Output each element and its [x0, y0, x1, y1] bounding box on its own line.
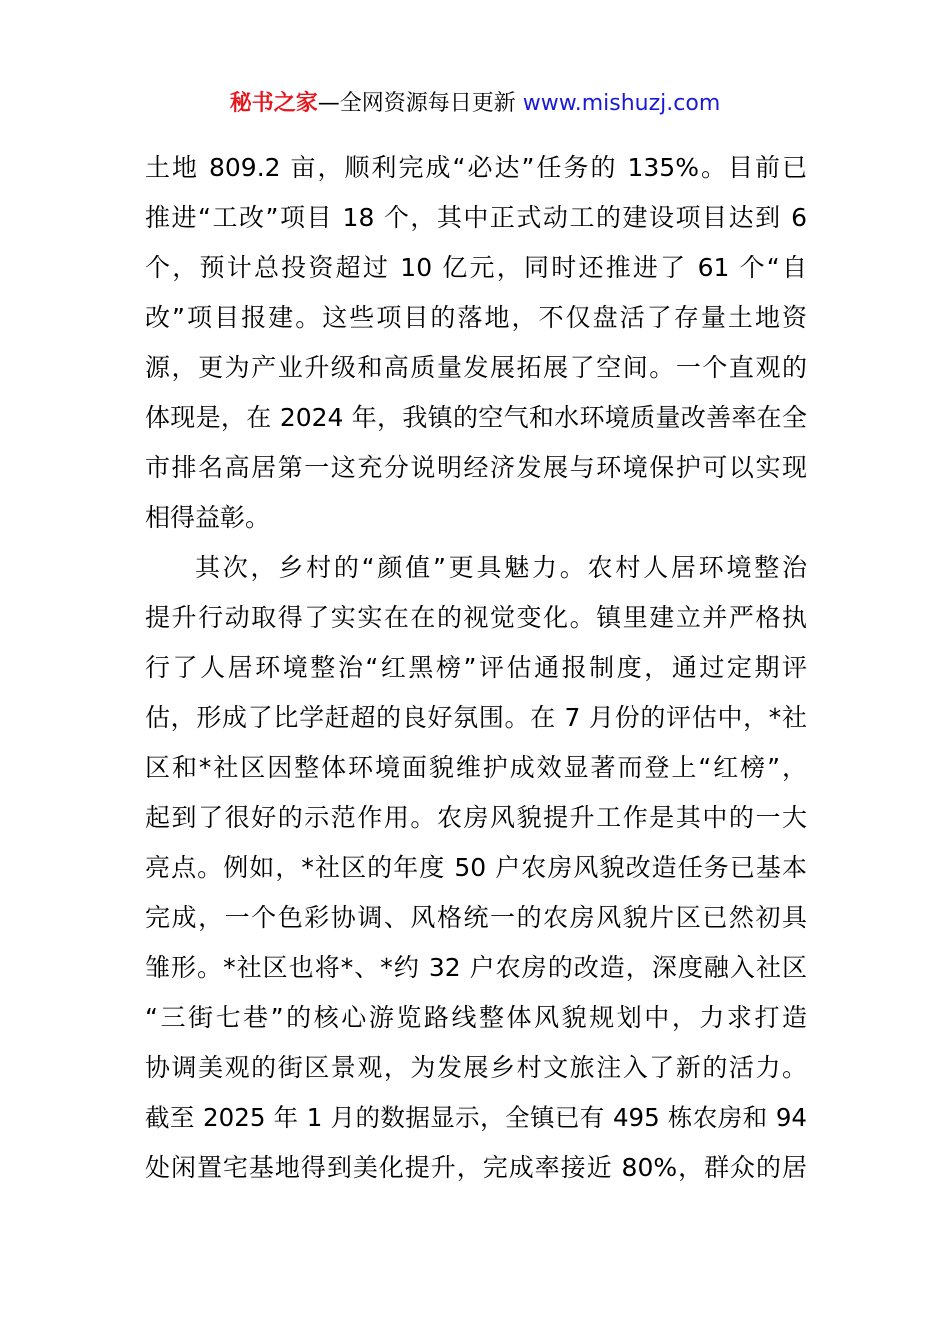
text-line: 完成，一个色彩协调、风格统一的农房风貌片区已然初具: [145, 903, 807, 932]
text-line: 区和*社区因整体环境面貌维护成效显著而登上“红榜”，: [145, 753, 807, 782]
text-line: 推进“工改”项目 18 个，其中正式动工的建设项目达到 6: [145, 203, 807, 232]
text-line: 个，预计总投资超过 10 亿元，同时还推进了 61 个“自: [145, 253, 807, 282]
text-line: 估，形成了比学赶超的良好氛围。在 7 月份的评估中，*社: [145, 703, 807, 732]
text-line: 亮点。例如，*社区的年度 50 户农房风貌改造任务已基本: [145, 853, 807, 882]
text-line: 行了人居环境整治“红黑榜”评估通报制度，通过定期评: [145, 653, 807, 682]
text-line: 处闲置宅基地得到美化提升，完成率接近 80%，群众的居: [145, 1153, 807, 1182]
text-line: “三街七巷”的核心游览路线整体风貌规划中，力求打造: [145, 1003, 807, 1032]
document-body: [145, 143, 807, 1193]
text-line: 土地 809.2 亩，顺利完成“必达”任务的 135%。目前已: [145, 153, 807, 182]
header-tagline: —全网资源每日更新: [317, 91, 523, 116]
text-line: 截至 2025 年 1 月的数据显示，全镇已有 495 栋农房和 94: [145, 1103, 807, 1132]
text-line: 雏形。*社区也将*、*约 32 户农房的改造，深度融入社区: [145, 953, 807, 982]
text-line: 体现是，在 2024 年，我镇的空气和水环境质量改善率在全: [145, 403, 807, 432]
text-line: 提升行动取得了实实在在的视觉变化。镇里建立并严格执: [145, 603, 807, 632]
text-line: 起到了很好的示范作用。农房风貌提升工作是其中的一大: [145, 803, 807, 832]
brand-name: 秘书之家: [229, 91, 318, 116]
page-header: [0, 88, 950, 120]
text-line: 市排名高居第一这充分说明经济发展与环境保护可以实现: [145, 453, 807, 482]
text-line: 源，更为产业升级和高质量发展拓展了空间。一个直观的: [145, 353, 807, 382]
paragraph-start-line: 其次，乡村的“颜值”更具魅力。农村人居环境整治: [195, 553, 807, 582]
paragraph-end-line: 相得益彰。: [145, 503, 271, 532]
text-line: 改”项目报建。这些项目的落地，不仅盘活了存量土地资: [145, 303, 807, 332]
text-line: 协调美观的街区景观，为发展乡村文旅注入了新的活力。: [145, 1053, 807, 1082]
website-link[interactable]: www.mishuzj.com: [522, 91, 721, 116]
